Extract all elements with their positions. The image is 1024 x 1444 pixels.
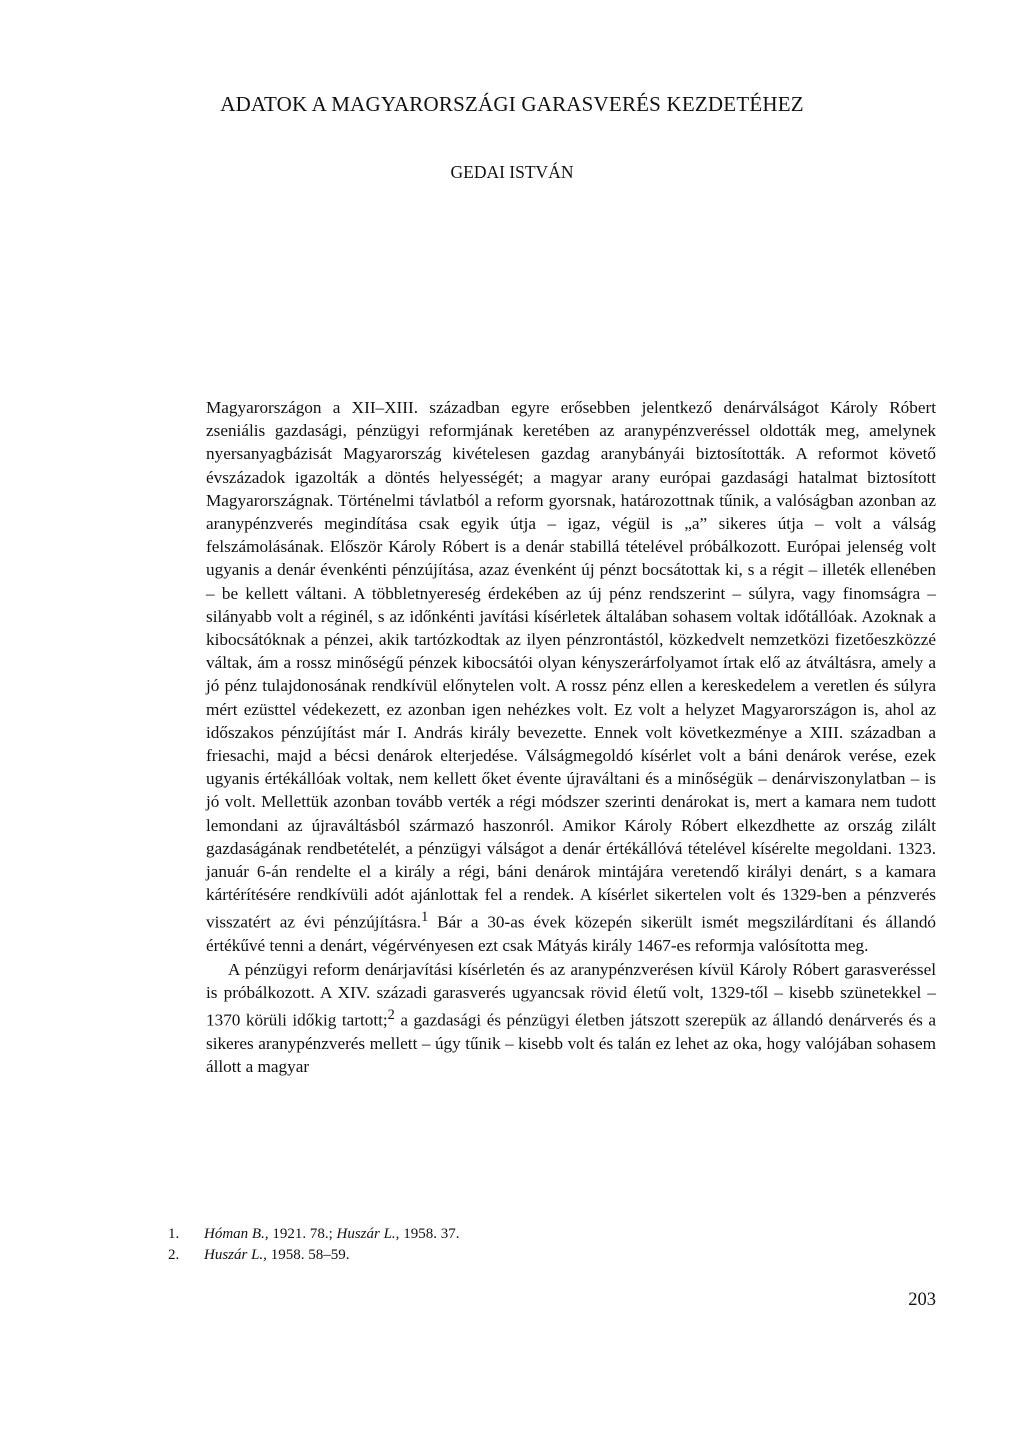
footnote-number: 1. [168, 1226, 180, 1242]
article-title: ADATOK A MAGYARORSZÁGI GARASVERÉS KEZDETÉHEZ [220, 92, 804, 116]
paragraph-text: A pénzügyi reform denárjavítási kísérletén és az aranypénzverésen kívül Károly Róbert garasveréssel is próbálkozott. A XIV. századi garasverés ugyancsak rövid életű volt, 1329-től – kisebb szünetekkel – 1370 körüli időkig tartott; [206, 959, 936, 1030]
footnote-author: Huszár L., [336, 1226, 400, 1242]
paragraph-text: Magyarországon a XII–XIII. században egyre erősebben jelentkező denárválságot Károly Róbert zseniális gazdasági, pénzügyi reformjának keretében az aranypénzveréssel oldották meg, amelynek nyersanyagbázisát Magyarország kivételesen gazdag aranybányái biztosították. A reformot követő évszázadok igazolták a döntés helyességét; a magyar arany európai gazdasági hatalmat biztosított Magyarországnak. Történelmi távlatból a reform gyorsnak, határozottnak tűnik, a valóságban azonban az aranypénzverés megindítása csak egyik útja – igaz, végül is „a” sikeres útja – volt a válság felszámolásának. Először Károly Róbert is a denár stabillá tételével próbálkozott. Európai jelenség volt ugyanis a denár évenkénti pénzújítása, azaz évenként új pénzt bocsátottak ki, s a régit – illeték ellenében – be kellett váltani. A többletnyereség érdekében az új pénz rendszerint – súlyra, vagy finomságra – silányabb volt a réginél, s az időnkénti javítási kísérletek általában sohasem voltak időtállóak. Azoknak a kibocsátóknak a pénzei, akik tartózkodtak az ilyen pénzrontástól, közkedvelt nemzetközi fizetőeszközzé váltak, ám a rossz minőségű pénzek kibocsátói olyan kényszerárfolyamot írtak elő az átváltásra, amely a jó pénz tulajdonosának rendkívül előnytelen volt. A rossz pénz ellen a kereskedelem a veretlen és súlyra mért ezüsttel védekezett, ez azonban igen nehézkes volt. Ez volt a helyzet Magyarországon is, ahol az időszakos pénzújítást már I. András király bevezette. Ennek volt következménye a XIII. században a friesachi, majd a bécsi denárok elterjedése. Válságmegoldó kísérlet volt a báni denárok verése, ezek ugyanis értékállóak voltak, nem kellett őket évente újraváltani és a minőségük – denárviszonylatban – is jó volt. Mellettük azonban tovább verték a régi módszer szerinti denárokat is, mert a kamara nem tudott lemondani az újraváltásból származó haszonról. Amikor Károly Róbert elkezdhette az ország zilált gazdaságának rendbetételét, a pénzügyi válságot a denár értékállóvá tételével kísérelte megoldani. 1323. január 6-án rendelte el a király a régi, báni denárok mintájára veretendő királyi denárt, s a kamara kártérítésére rendkívüli adót ajánlottak fel a rendek. A kísérlet sikertelen volt és 1329-ben a pénzverés visszatért az évi pénzújításra. [206, 398, 936, 933]
footnote-author: Huszár L., [204, 1247, 267, 1263]
article-body [206, 396, 936, 1078]
body-paragraph [206, 396, 936, 958]
footnote-reference: 2 [387, 1007, 395, 1024]
footnote-text: 1958. 58–59. [266, 1247, 350, 1263]
footnote-reference: 1 [421, 909, 429, 926]
footnote-author: Hóman B., [204, 1226, 269, 1242]
paragraph-text: Bár a 30-as évek közepén sikerült ismét megszilárdítani és állandó értékűvé tenni a denárt, végérvényesen ezt csak Mátyás király 1467-es reformja valósította meg. [206, 913, 937, 956]
page-number: 203 [908, 1290, 936, 1310]
body-paragraph [206, 958, 936, 1079]
footnote-text: 1921. 78.; [268, 1226, 337, 1242]
article-author: GEDAI ISTVÁN [450, 162, 574, 182]
paragraph-text: a gazdasági és pénzügyi életben játszott szerepük az állandó denárverés és a sikeres aranypénzverés mellett – úgy tűnik – kisebb volt és talán ez lehet az oka, hogy valójában sohasem állott a magyar [206, 1010, 936, 1077]
footnote [168, 1245, 768, 1266]
footnote [168, 1224, 768, 1245]
footnote-text: 1958. 37. [399, 1226, 460, 1242]
footnote-number: 2. [168, 1247, 180, 1263]
footnotes [168, 1224, 768, 1266]
